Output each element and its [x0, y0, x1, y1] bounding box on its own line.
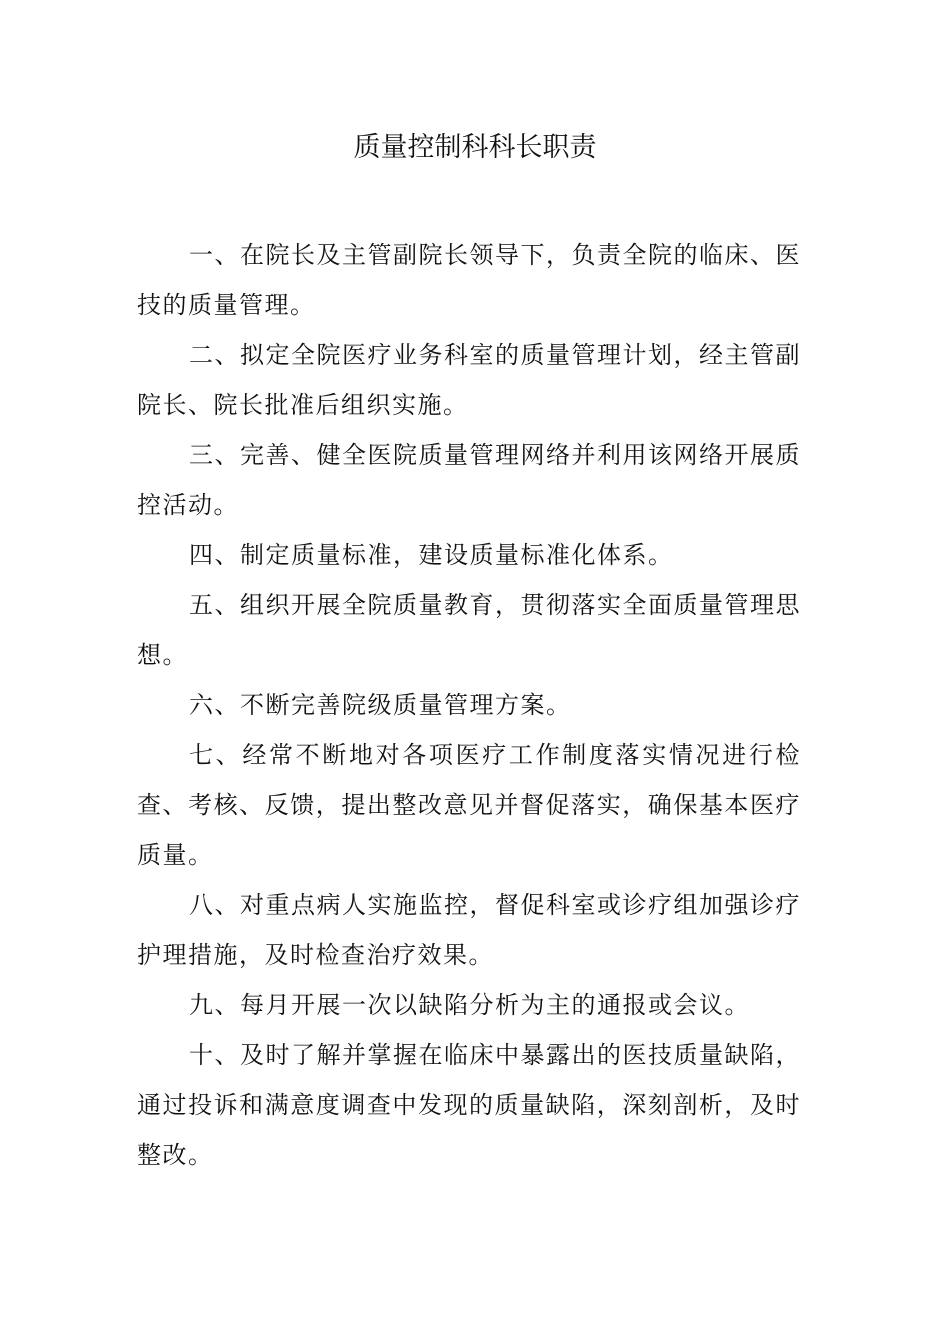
duty-item-5: 五、组织开展全院质量教育，贯彻落实全面质量管理思想。	[137, 591, 801, 669]
document-title: 质量控制科科长职责	[353, 132, 597, 163]
duty-item-6: 六、不断完善院级质量管理方案。	[189, 691, 572, 719]
duty-item-10: 十、及时了解并掌握在临床中暴露出的医技质量缺陷，通过投诉和满意度调查中发现的质量缺陷，深刻剖析，及时整改。	[137, 1041, 801, 1169]
duty-item-2: 二、拟定全院医疗业务科室的质量管理计划，经主管副院长、院长批准后组织实施。	[137, 341, 801, 419]
duty-item-1: 一、在院长及主管副院长领导下，负责全院的临床、医技的质量管理。	[137, 241, 801, 319]
duty-item-4: 四、制定质量标准，建设质量标准化体系。	[189, 541, 674, 569]
duty-item-7: 七、经常不断地对各项医疗工作制度落实情况进行检查、考核、反馈，提出整改意见并督促落实，确保基本医疗质量。	[137, 741, 801, 869]
duty-item-3: 三、完善、健全医院质量管理网络并利用该网络开展质控活动。	[137, 441, 801, 519]
duty-item-9: 九、每月开展一次以缺陷分析为主的通报或会议。	[189, 991, 750, 1019]
document-body	[137, 230, 801, 1180]
duty-item-8: 八、对重点病人实施监控，督促科室或诊疗组加强诊疗护理措施，及时检查治疗效果。	[137, 891, 801, 969]
